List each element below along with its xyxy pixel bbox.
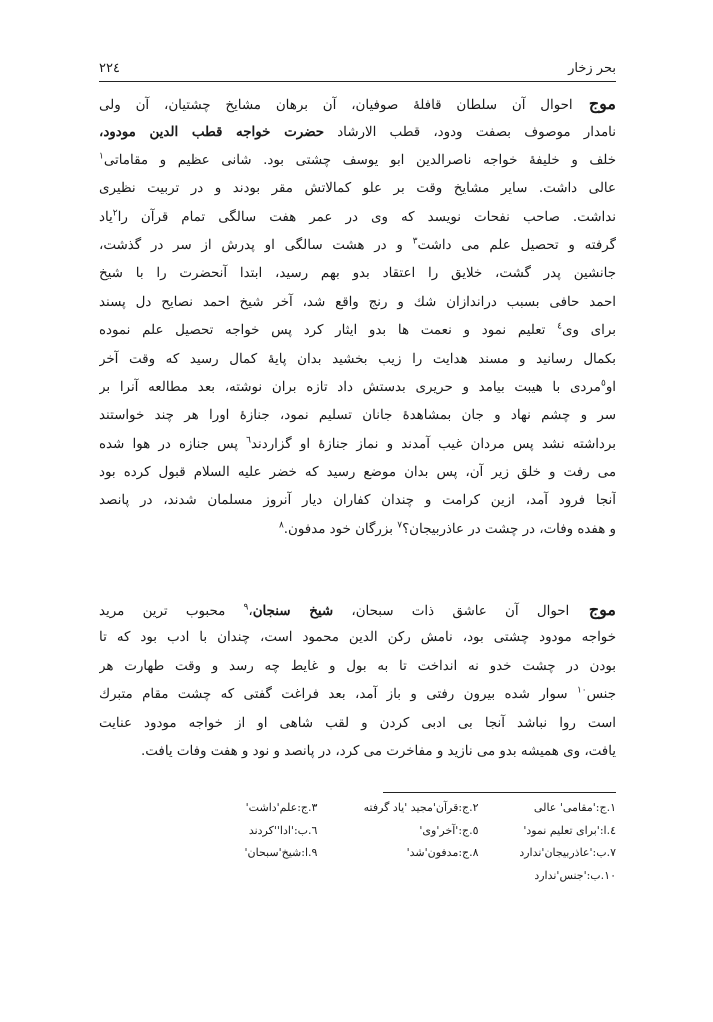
footnote-marker: ٥	[600, 378, 606, 389]
text-line	[99, 681, 616, 709]
text-segment: و در هشت سالگی او پدرش از سر در گذشت،	[99, 237, 413, 253]
footnote-entry: ٥.ج:'آخر'وی'	[419, 823, 479, 837]
text-segment: مردی با هیبت بیامد و حریری بدستش داد تازه بران نوشته، بعد مطالعه آنرا بر	[99, 379, 601, 395]
footnote-row	[180, 820, 616, 843]
text-segment: برداشته نشد پس مردان غیب آمدند و نماز جنازهٔ او گزاردند	[250, 436, 616, 452]
footnote-entry: ٦.ب:'ادا''کردند	[248, 823, 318, 837]
footnote-marker: ۷	[397, 520, 403, 531]
text-line	[99, 260, 616, 288]
text-segment: خواجه مودود چشتی بود، نامش رکن الدین محمود است، چندان با ادب بود که تا	[99, 630, 616, 646]
text-line	[99, 204, 616, 232]
name-highlight: شیخ سنجان	[252, 603, 334, 619]
header-rule	[99, 81, 616, 82]
text-line	[99, 402, 616, 430]
text-line	[99, 431, 616, 459]
footnote-entry: ۹.ا:شیخ'سبحان'	[244, 846, 318, 860]
text-segment: محبوب ترین مرید	[99, 604, 244, 619]
text-segment: گرفته و تحصیل علم می داشت	[417, 237, 616, 253]
text-segment: بکمال رسانید و مسند هدایت را زیب بخشید بدان پایهٔ کمال رسید که وقت آخر	[99, 351, 616, 367]
text-segment: نداشت. صاحب نفحات نویسد که وی در عمر هفت سالگی تمام قرآن را	[117, 209, 616, 225]
footnote-row	[180, 797, 616, 820]
text-segment: احمد حافی بسبب دراندازان شك و رنج واقع شد، آخر شیخ احمد نصایح دل پسند	[99, 294, 616, 310]
text-line	[99, 175, 616, 203]
text-segment: است روا نباشد آنجا بی ادبی کردن و لقب شاهی او از خواجه مودود عنایت	[99, 715, 616, 731]
footnote-row	[180, 865, 616, 888]
footnote-marker: ۹	[243, 602, 249, 613]
text-segment: سر و چشم نهاد و جان بمشاهدهٔ جانان تسلیم نمود، جنازهٔ اورا هر چند خواستند	[99, 408, 616, 424]
text-segment: بودن در چشت خدو نه انداخت تا به بول و غایط چه رسد و وقت طهارت هر	[99, 658, 616, 674]
text-line	[99, 624, 616, 652]
footnote-entry: ٤.ا:'برای تعلیم نمود'	[523, 823, 616, 837]
name-highlight: حضرت خواجه قطب الدین مودود،	[99, 124, 324, 141]
footnote-entry: ۸.ج:مدفون'شد'	[406, 846, 479, 860]
section-qutbuddin-maudud	[99, 90, 616, 544]
text-segment: جنس	[586, 687, 616, 703]
section-lead-word: موج	[572, 94, 616, 113]
footnotes	[180, 797, 616, 887]
page-header	[99, 58, 616, 78]
text-line	[99, 232, 616, 260]
text-line	[99, 289, 616, 317]
text-segment: یافت، وی همیشه بدو می نازید و مفاخرت می کرد، در پانصد و نود و هفت وفات یافت.	[141, 743, 616, 759]
text-line	[99, 459, 616, 487]
footnote-marker: ٤	[557, 321, 562, 332]
footnote-entry: ۱۰.ب:'جنس'ندارد	[534, 868, 616, 882]
text-segment: جانشین پدر گشت، خلایق را اعتقاد بدو بهم رسید، ابتدا آنحضرت را با شیخ	[99, 266, 616, 282]
text-segment: ،	[248, 604, 253, 619]
page-number: ۲۲٤	[99, 60, 120, 76]
text-segment: نامدار موصوف بصفت ودود، قطب الارشاد	[323, 125, 616, 141]
footnote-marker: ٦	[246, 435, 251, 446]
text-line	[99, 374, 616, 402]
footnote-marker: ۱	[99, 151, 104, 162]
text-line	[99, 516, 616, 544]
text-segment: احوال آن سلطان قافلهٔ صوفیان، آن برهان مشایخ چشتیان، آن ولی	[99, 98, 573, 113]
text-segment: او	[605, 379, 616, 395]
footnote-rule	[383, 792, 616, 793]
text-line	[99, 90, 616, 118]
text-segment: یاد	[99, 209, 113, 225]
text-line	[99, 346, 616, 374]
text-segment: می رفت و خلق زیر آن، پس بدان موضع رسید که خضر علیه السلام قبول کرده بود	[99, 465, 616, 481]
footnote-entry: ۲.ج:قرآن'مجید 'یاد گرفته	[363, 801, 479, 814]
running-title: بحر زخار	[568, 60, 616, 76]
text-segment: خلف و خلیفهٔ خواجه ناصرالدین ابو یوسف چشتی بود. شانی عظیم و مقاماتی	[103, 152, 616, 168]
text-segment: و هفده وفات، در چشت در عاذربیجان؟	[402, 521, 616, 537]
text-line	[99, 317, 616, 345]
footnote-entry: ۳.ج:علم'داشت'	[245, 801, 318, 814]
text-segment: تعلیم نمود و نعمت ها بدو ایثار کرد پس خواجه تحصیل علم نموده	[99, 323, 558, 339]
text-line	[99, 118, 616, 146]
text-segment: آنجا فرود آمد، ازین کرامت و چندان کفاران دیار آنروز مسلمان شدند، در پانصد	[99, 493, 616, 509]
text-line	[99, 738, 616, 766]
text-line	[99, 596, 616, 624]
section-lead-word: موج	[569, 600, 616, 619]
text-segment: برای وی	[561, 323, 616, 339]
text-segment: عالی داشت. سایر مشایخ وقت بر علو کمالاتش مقر بودند و در تربیت نظیری	[99, 181, 616, 197]
footnote-marker: ۳	[412, 236, 418, 247]
footnote-marker: ۸	[278, 520, 284, 531]
text-segment: سوار شده بیرون رفتی و باز آمد، بعد فراغت گفتی که چشت مقام متبرك	[99, 687, 577, 703]
text-line	[99, 147, 616, 175]
footnote-entry: ۷.ب:'عاذربیجان'ندارد	[519, 846, 616, 860]
text-line	[99, 710, 616, 738]
footnote-entry: ۱.ج:'مقامی' عالی	[533, 801, 616, 814]
text-line	[99, 487, 616, 515]
text-line	[99, 653, 616, 681]
footnote-row	[180, 842, 616, 865]
text-segment: احوال آن عاشق ذات سبحان،	[333, 604, 570, 619]
text-segment: پس جنازه در هوا شده	[99, 436, 247, 452]
footnote-marker: ۲	[112, 208, 118, 219]
footnote-marker: ۱۰	[576, 685, 587, 696]
text-segment: بزرگان خود مدفون.	[283, 521, 398, 537]
section-shaykh-sanjan	[99, 596, 616, 766]
